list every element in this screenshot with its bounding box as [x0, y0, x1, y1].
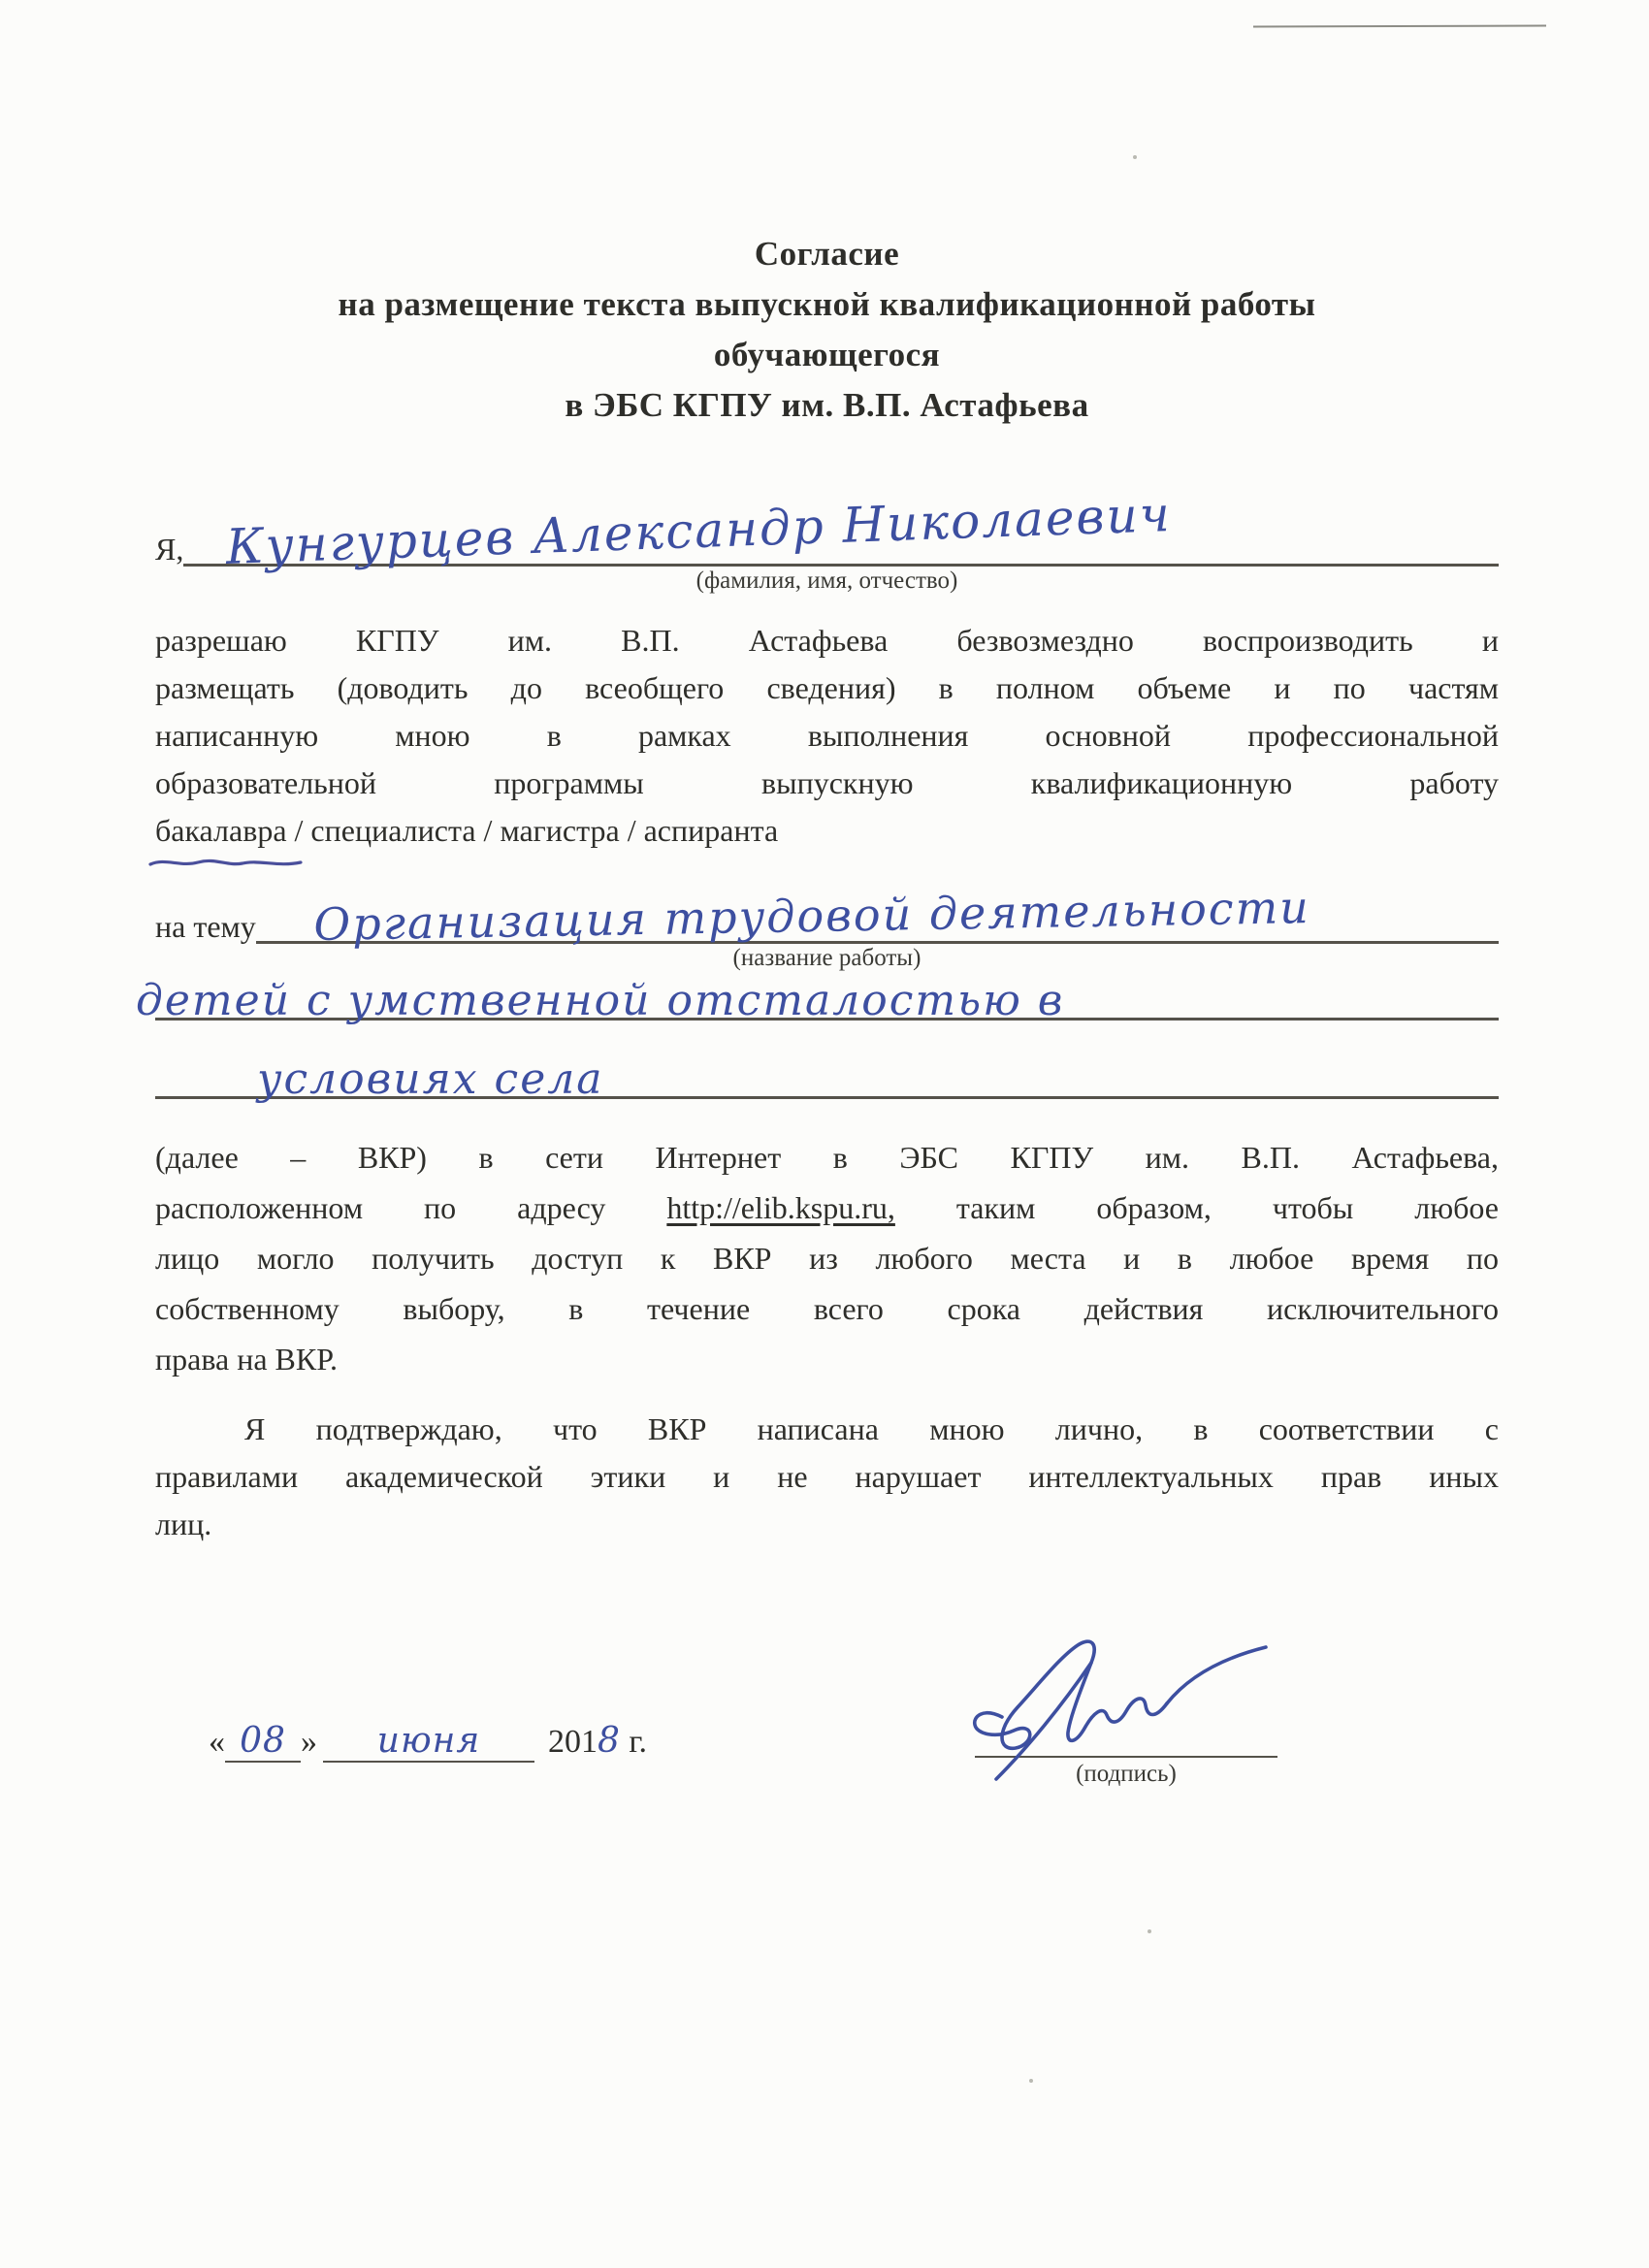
terms-paragraph	[155, 1132, 1499, 1384]
terms-line-3: лицо могло получить доступ к ВКР из любого места и в любое время по	[155, 1241, 1499, 1276]
degree-word-label: бакалавра	[155, 813, 287, 848]
signature-block	[975, 1667, 1277, 1789]
handwritten-full-name: Кунгурцев Александр Николаевич	[225, 485, 1174, 575]
name-caption: (фамилия, имя, отчество)	[695, 567, 958, 594]
degree-options-line	[155, 807, 1499, 855]
date-block	[209, 1667, 647, 1763]
date-signature-row	[155, 1667, 1499, 1789]
handwritten-theme-line-1: Организация трудовой деятельности	[312, 881, 1311, 951]
confirmation-line-3: лиц.	[155, 1507, 212, 1541]
name-blank-line	[183, 485, 1499, 575]
confirmation-line-2: правилами академической этики и не нарушает интеллектуальных прав иных	[155, 1459, 1499, 1494]
title-line-3: обучающегося	[713, 336, 941, 373]
document-content	[136, 0, 1500, 1789]
terms-line-5: права на ВКР.	[155, 1342, 339, 1377]
elib-url-text: http://elib.kspu.ru,	[666, 1190, 895, 1225]
theme-caption: (название работы)	[732, 945, 922, 971]
handwritten-day: 08	[240, 1721, 286, 1761]
scan-speck	[1029, 2079, 1033, 2083]
terms-line-2	[155, 1183, 1499, 1233]
theme-blank-line-3	[155, 1048, 1499, 1104]
declarant-prefix: Я,	[155, 532, 184, 567]
theme-blank-line	[256, 881, 1499, 951]
theme-blank-line-2	[136, 969, 1499, 1025]
permission-line-4: образовательной программы выпускную квалификационную работу	[155, 765, 1499, 800]
handwritten-year-digit: 8	[598, 1721, 621, 1761]
document-title	[155, 229, 1499, 431]
permission-line-1: разрешаю КГПУ им. В.П. Астафьева безвозмездно воспроизводить и	[155, 623, 1499, 658]
terms-line-4: собственному выбору, в течение всего срока действия исключительного	[155, 1291, 1499, 1326]
terms-line-2-prefix: расположенном по адресу	[155, 1190, 667, 1225]
title-line-4: в ЭБС КГПУ им. В.П. Астафьева	[565, 386, 1089, 424]
confirmation-line-1: Я подтверждаю, что ВКР написана мною лично, в соответствии с	[244, 1411, 1499, 1446]
handwritten-theme-line-2: детей с умственной отсталостью в	[136, 976, 1065, 1025]
theme-label: на тему	[155, 909, 256, 944]
permission-paragraph	[155, 617, 1499, 855]
pen-wavy-underline-icon	[147, 855, 305, 870]
handwritten-month: июня	[376, 1721, 481, 1761]
scan-speck	[1148, 1929, 1151, 1933]
permission-line-2: размещать (доводить до всеобщего сведения) в полном объеме и по частям	[155, 670, 1499, 705]
close-quote: »	[301, 1724, 317, 1760]
scan-speck	[1133, 155, 1137, 159]
year-printed: 201	[548, 1724, 598, 1760]
signature-caption: (подпись)	[1076, 1761, 1177, 1787]
permission-line-3: написанную мною в рамках выполнения основной профессиональной	[155, 718, 1499, 753]
degree-selected	[155, 807, 287, 855]
open-quote: «	[209, 1724, 225, 1760]
terms-line-2-suffix: таким образом, чтобы любое	[894, 1190, 1500, 1225]
year-suffix: г.	[629, 1724, 648, 1760]
title-line-2: на размещение текста выпускной квалификационной работы	[338, 285, 1316, 323]
handwritten-signature-icon	[946, 1624, 1295, 1789]
declarant-name-row	[155, 485, 1499, 575]
terms-line-1: (далее – ВКР) в сети Интернет в ЭБС КГПУ им. В.П. Астафьева,	[155, 1140, 1499, 1175]
handwritten-theme-line-3: условиях села	[257, 1054, 604, 1104]
signature-blank-line	[975, 1667, 1277, 1758]
confirmation-paragraph	[155, 1406, 1499, 1548]
theme-row	[155, 881, 1499, 951]
degree-other-options: / специалиста / магистра / аспиранта	[286, 813, 779, 848]
title-line-1: Согласие	[754, 235, 900, 273]
month-blank	[323, 1721, 534, 1763]
day-blank	[225, 1721, 301, 1763]
